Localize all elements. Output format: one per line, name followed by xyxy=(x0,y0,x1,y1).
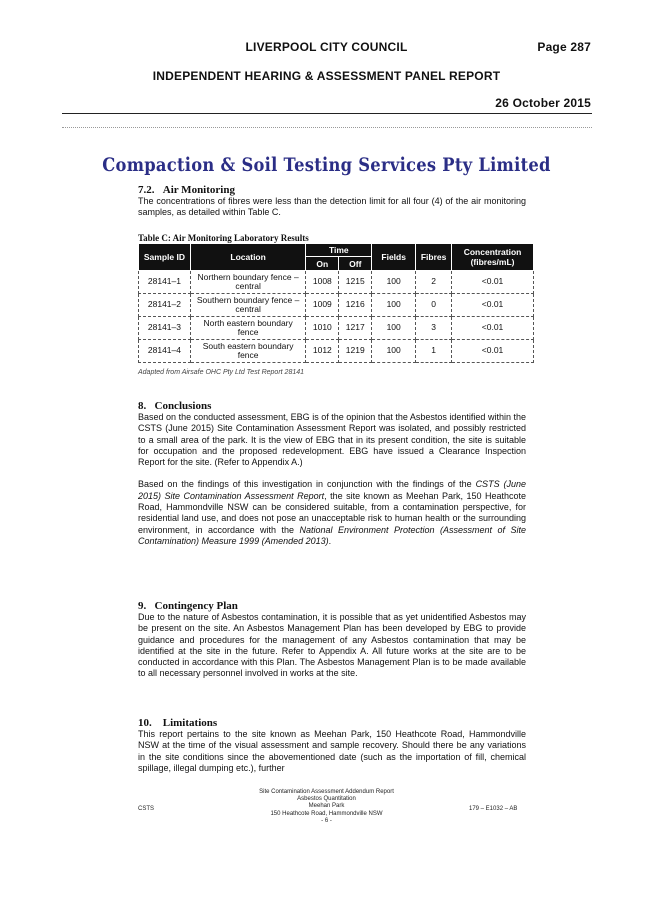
table-row xyxy=(139,271,534,294)
cell-fields: 100 xyxy=(372,340,416,363)
cell-off: 1219 xyxy=(339,340,372,363)
cell-sample-id: 28141–3 xyxy=(139,317,191,340)
italic-reference: CSTS (June 2015) Site Contamination Assessment Report xyxy=(138,479,526,501)
cell-fields: 100 xyxy=(372,317,416,340)
section-heading: 10. Limitations xyxy=(138,717,218,729)
paragraph: The concentrations of fibres were less than the detection limit for all four (4) of the air monitoring samples, as detailed within Table C. xyxy=(138,196,526,218)
cell-on: 1010 xyxy=(306,317,339,340)
cell-fields: 100 xyxy=(372,294,416,317)
footer-right: 179 – E1032 – AB xyxy=(469,806,518,812)
header-rule xyxy=(62,113,592,114)
page-number: Page 287 xyxy=(537,40,591,54)
cell-location: Northern boundary fence – central xyxy=(190,271,305,294)
footer-page-number: - 6 - xyxy=(321,817,332,824)
footer-line: Site Contamination Assessment Addendum Report xyxy=(259,789,394,795)
section-8 xyxy=(138,400,526,547)
cell-sample-id: 28141–1 xyxy=(139,271,191,294)
section-7-2 xyxy=(138,184,526,219)
section-heading: 7.2. Air Monitoring xyxy=(138,184,235,196)
paragraph: Based on the conducted assessment, EBG is of the opinion that the Asbestos identified within the CSTS (June 2015) Site Contamination Assessment Report was isolated, and possibly restricted to a small area of the park. It is the view of EBG that in its present condition, the site is suitable for occupation and the proposed redevelopment. EBG have issued a Clearance Inspection Report for the site. (Refer to Appendix A.) xyxy=(138,412,526,468)
section-10 xyxy=(138,717,526,774)
cell-concentration: <0.01 xyxy=(452,317,534,340)
italic-reference: National Environment Protection (Assessment of Site Contamination) Measure 1999 (Amended 2013) xyxy=(138,524,526,546)
table-source-note: Adapted from Airsafe OHC Pty Ltd Test Report 28141 xyxy=(138,369,305,376)
cell-location: Southern boundary fence – central xyxy=(190,294,305,317)
cell-off: 1215 xyxy=(339,271,372,294)
panel-report-title: INDEPENDENT HEARING & ASSESSMENT PANEL REPORT xyxy=(152,69,501,83)
cell-fibres: 0 xyxy=(416,294,452,317)
cell-concentration: <0.01 xyxy=(452,271,534,294)
cell-sample-id: 28141–2 xyxy=(139,294,191,317)
header-off: Off xyxy=(339,257,372,271)
cell-sample-id: 28141–4 xyxy=(139,340,191,363)
footer-center xyxy=(0,789,653,825)
section-heading: 9. Contingency Plan xyxy=(138,600,238,612)
header-concentration: Concentration (fibres/mL) xyxy=(452,244,534,271)
header-dotted-rule xyxy=(62,127,592,128)
paragraph: This report pertains to the site known as Meehan Park, 150 Heathcote Road, Hammondville NSW at the time of the visual assessment and sample recovery. Should there be any variations in the site conditions since the abovementioned date (such as the importation of fill, chemical spillage, illegal dumping etc.), further xyxy=(138,729,526,773)
header-sample-id: Sample ID xyxy=(139,244,191,271)
cell-off: 1217 xyxy=(339,317,372,340)
section-9 xyxy=(138,600,526,680)
table-caption: Table C: Air Monitoring Laboratory Results xyxy=(138,233,309,243)
paragraph: Due to the nature of Asbestos contamination, it is possible that as yet unidentified Asbestos may be present on the site. An Asbestos Management Plan has been developed by EBG to provide guidance and procedures for the management of any Asbestos contamination that may be identified at the site in the future. Refer to Appendix A. All future works at the site are to be conducted in accordance with this Plan. The Asbestos Management Plan is to be made available to all necessary personnel involved in works at the site. xyxy=(138,612,526,679)
section-heading: 8. Conclusions xyxy=(138,400,212,412)
header-time: Time xyxy=(306,244,372,257)
table-row xyxy=(139,340,534,363)
council-header: LIVERPOOL CITY COUNCIL xyxy=(245,40,408,54)
cell-fibres: 1 xyxy=(416,340,452,363)
paragraph xyxy=(138,479,526,547)
cell-off: 1216 xyxy=(339,294,372,317)
footer-line: Meehan Park xyxy=(308,803,345,810)
footer-line: Asbestos Quantitation xyxy=(297,796,356,803)
cell-on: 1009 xyxy=(306,294,339,317)
cell-on: 1008 xyxy=(306,271,339,294)
text-run: Based on the findings of this investigation in conjunction with the findings of the xyxy=(138,479,476,490)
cell-fields: 100 xyxy=(372,271,416,294)
header-fibres: Fibres xyxy=(416,244,452,271)
cell-on: 1012 xyxy=(306,340,339,363)
header-location: Location xyxy=(190,244,305,271)
cell-location: North eastern boundary fence xyxy=(190,317,305,340)
footer-left: CSTS xyxy=(138,806,155,812)
air-monitoring-table xyxy=(138,243,534,363)
table-row xyxy=(139,317,534,340)
text-run: . xyxy=(328,535,332,546)
footer-line: 150 Heathcote Road, Hammondville NSW xyxy=(270,810,383,817)
text-run: , the site known as Meehan Park, 150 Heathcote Road, Hammondville NSW can be considered suitable, from a contamination perspective, for residential land use, and does not pose an unacceptable risk to human health or the surrounding environment, in accordance with the xyxy=(138,490,526,535)
cell-fibres: 3 xyxy=(416,317,452,340)
header-on: On xyxy=(306,257,339,271)
header-fields: Fields xyxy=(372,244,416,271)
company-title: Compaction & Soil Testing Services Pty Limited xyxy=(102,154,551,176)
cell-location: South eastern boundary fence xyxy=(190,340,305,363)
cell-fibres: 2 xyxy=(416,271,452,294)
report-date: 26 October 2015 xyxy=(495,96,591,110)
cell-concentration: <0.01 xyxy=(452,340,534,363)
cell-concentration: <0.01 xyxy=(452,294,534,317)
table-row xyxy=(139,294,534,317)
